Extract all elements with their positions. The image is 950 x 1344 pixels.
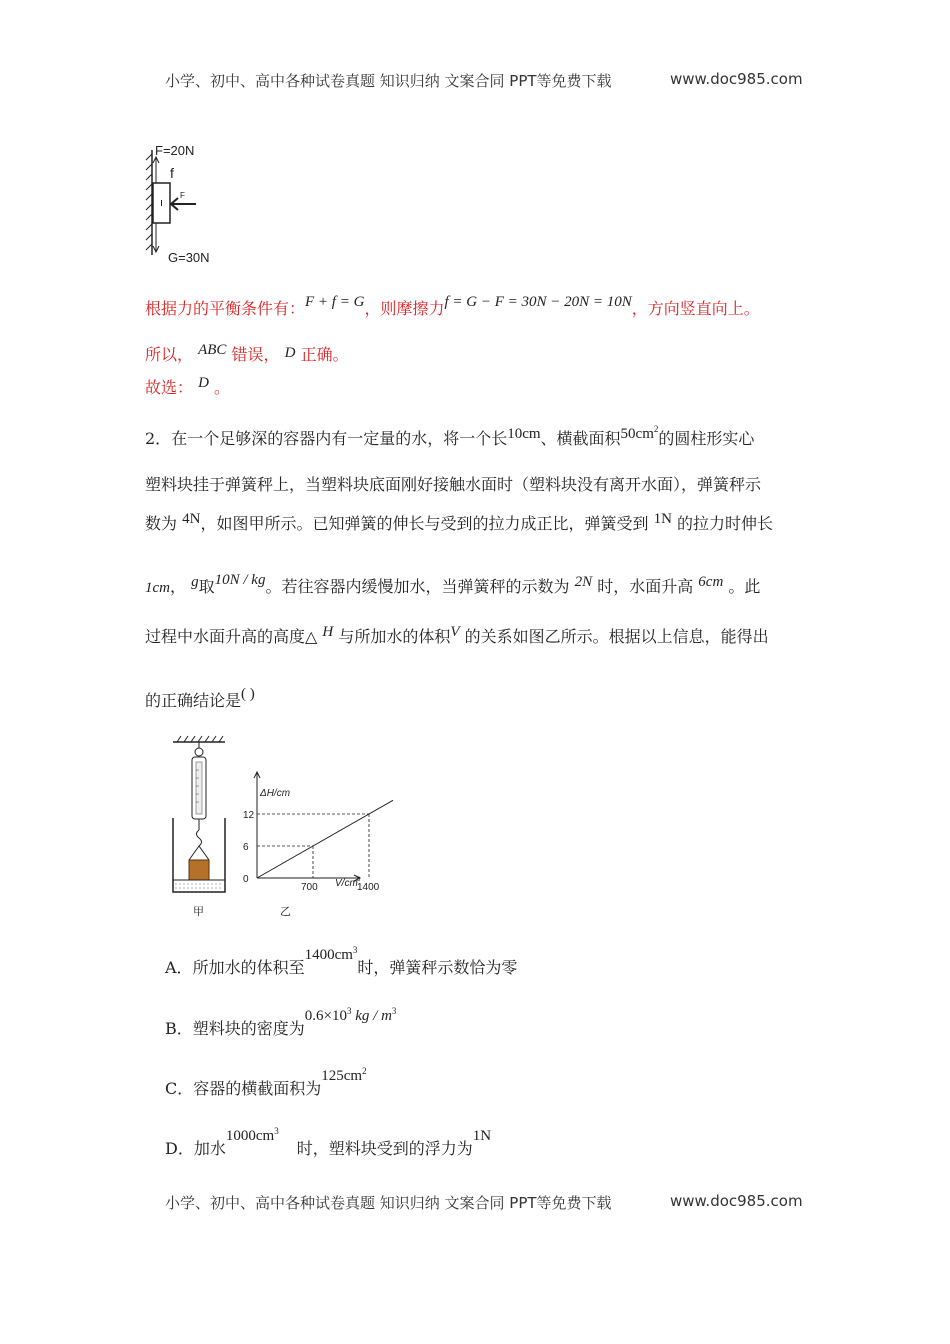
solution-line-3: 故选： D 。 <box>145 375 231 397</box>
question-line-5: 过程中水面升高的高度△ H 与所加水的体积V 的关系如图乙所示。根据以上信息，能得出 <box>145 624 769 646</box>
option-b[interactable]: B．塑料块的密度为$0.6\times 10^3$ kg / $m^3$ <box>165 1006 397 1038</box>
page-footer <box>165 1192 612 1213</box>
x-tick-label-1400: 1400 <box>357 882 380 893</box>
x-axis-label: V/cm <box>335 878 358 889</box>
question-line-2: 塑料块挂于弹簧秤上，当塑料块底面刚好接触水面时（塑料块没有离开水面），弹簧秤示 <box>145 475 762 494</box>
label-yi: 乙 <box>280 906 291 918</box>
solution-line-1: 根据力的平衡条件有：F + f = G，则摩擦力f = G − F = 30N − 20N = 10N，方向竖直向上。 <box>145 294 760 318</box>
question-line-3: 数为 4N，如图甲所示。已知弹簧的伸长与受到的拉力成正比，弹簧受到 1N 的拉力时伸长 <box>145 511 774 533</box>
option-d[interactable]: D．加水$1000cm^3$时，塑料块受到的浮力为1N <box>165 1126 492 1158</box>
wall-hatch <box>146 154 152 250</box>
header-text: 小学、初中、高中各种试卷真题 知识归纳 文案合同 PPT等免费下载 <box>165 72 612 90</box>
label-F-20N: F=20N <box>155 143 195 158</box>
apparatus-figure <box>165 730 380 920</box>
answer-blank: ( ) <box>241 686 255 702</box>
option-c[interactable]: C．容器的横截面积为$125cm^2$ <box>165 1066 367 1098</box>
plastic-block <box>189 860 209 880</box>
label-jia: 甲 <box>193 906 204 918</box>
y-tick-label-12: 12 <box>243 810 255 821</box>
question-line-6: 的正确结论是( ) <box>145 686 255 710</box>
graph-yi <box>243 772 393 918</box>
footer-url[interactable]: www.doc985.com <box>670 1192 803 1210</box>
equation-friction: f = G − F = 30N − 20N = 10N <box>444 294 632 310</box>
option-a[interactable]: A．所加水的体积至$1400cm^3$时，弹簧秤示数恰为零 <box>165 945 518 977</box>
y-axis-label: ΔH/cm <box>260 788 291 799</box>
question-line-4: 1cm， g取10N / kg。若往容器内缓慢加水，当弹簧秤的示数为 2N 时，水面升高 6cm 。此 <box>145 572 761 596</box>
label-G-30N: G=30N <box>168 250 210 265</box>
footer-text: 小学、初中、高中各种试卷真题 知识归纳 文案合同 PPT等免费下载 <box>165 1194 612 1212</box>
label-f: f <box>170 165 174 181</box>
force-diagram <box>140 140 250 265</box>
x-axis-label-sup: 3 <box>357 877 361 883</box>
y-tick-label-6: 6 <box>243 842 249 853</box>
question-line-1: 2．在一个足够深的容器内有一定量的水，将一个长10cm、横截面积$50cm^2$的圆柱形实心 <box>145 424 755 448</box>
question-number: 2． <box>145 429 172 448</box>
x-tick-label-700: 700 <box>301 882 318 893</box>
equation-balance: F + f = G <box>305 294 365 310</box>
solution-line-2: 所以， ABC 错误， D 正确。 <box>145 342 349 364</box>
header-url[interactable]: www.doc985.com <box>670 70 803 88</box>
y-tick-label-0: 0 <box>243 874 249 885</box>
series-line <box>257 800 393 878</box>
label-F-small: F <box>180 191 185 200</box>
page-header <box>165 70 612 91</box>
